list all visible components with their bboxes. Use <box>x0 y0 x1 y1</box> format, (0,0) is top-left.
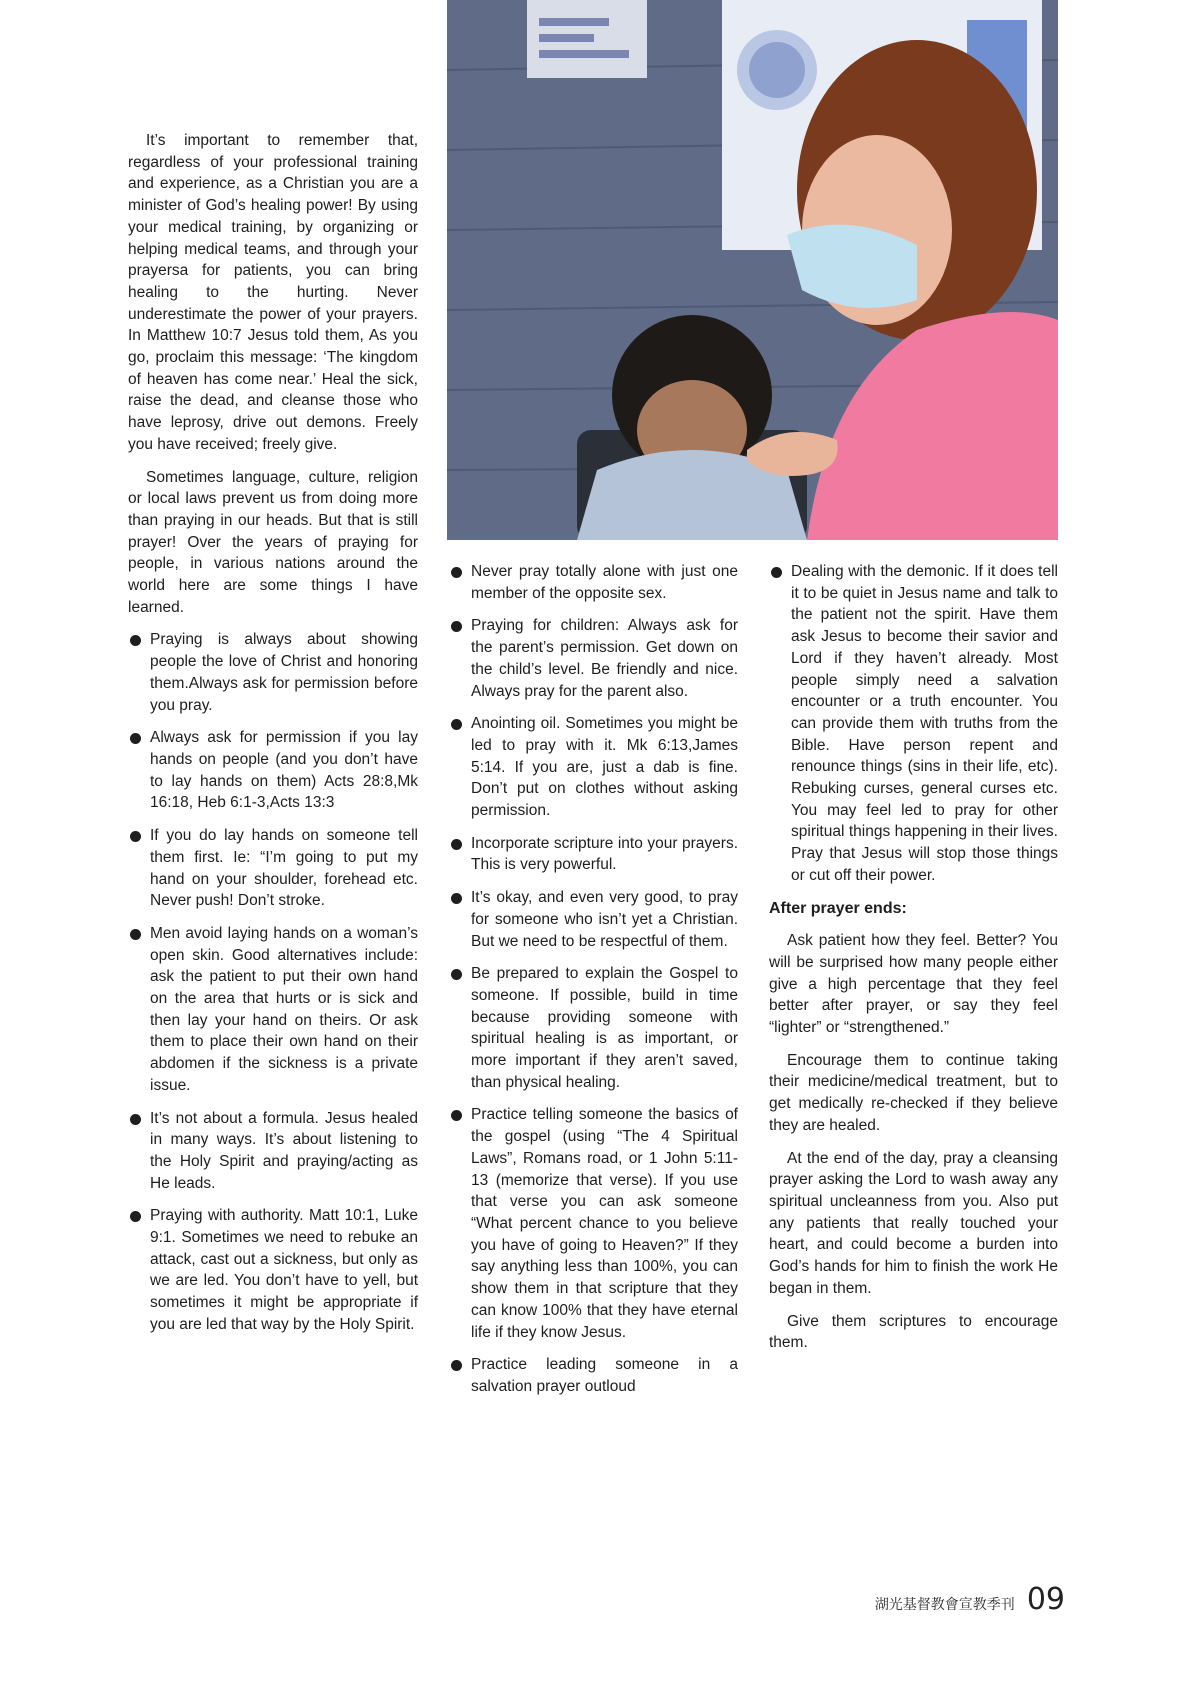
language-paragraph: Sometimes language, culture, religion or local laws prevent us from doing more than praying in our heads. But that is still prayer! Over the years of praying for people, in various nations around the world here are some things I have learned. <box>128 468 418 616</box>
page-number: 09 <box>1026 1582 1065 1617</box>
body-paragraph: Ask patient how they feel. Better? You will be surprised how many people either give a high percentage that they feel better after prayer, or say they feel “lighter” or “strengthened.” <box>769 932 1058 1037</box>
prayer-photo <box>447 0 1058 540</box>
list-item: It’s not about a formula. Jesus healed in many ways. It’s about listening to the Holy Spirit and praying/acting as He leads. <box>128 1108 418 1195</box>
list-item: Praying for children: Always ask for the parent’s permission. Get down on the child’s level. Be friendly and nice. Always pray for the parent also. <box>449 615 738 702</box>
list-item: Anointing oil. Sometimes you might be led to pray with it. Mk 6:13,James 5:14. If you are, just a dab is fine. Don’t put on clothes without asking permission. <box>449 713 738 822</box>
list-item: Praying with authority. Matt 10:1, Luke 9:1. Sometimes we need to rebuke an attack, cast out a sickness, but only as we are led. You don’t have to yell, but sometimes it might be appropriate if you are led that way by the Holy Spirit. <box>128 1205 418 1335</box>
section-heading: After prayer ends: <box>769 899 907 917</box>
list-item: Always ask for permission if you lay hands on people (and you don’t have to lay hands on them) Acts 28:8,Mk 16:18, Heb 6:1-3,Acts 13:3 <box>128 727 418 814</box>
intro-paragraph: It’s important to remember that, regardless of your professional training and experience, as a Christian you are a minister of God’s healing power! By using your medical training, by organizing or helping medical teams, and through your prayersa for patients, you can bring healing to the hurting. Never underestimate the power of your prayers. In Matthew 10:7 Jesus told them, As you go, proclaim this message: ‘The kingdom of heaven has come near.’ Heal the sick, raise the dead, and cleanse those who have leprosy, drive out demons. Freely you have received; freely give. <box>128 132 418 453</box>
body-paragraph: At the end of the day, pray a cleansing prayer asking the Lord to wash away any spiritual uncleanness from you. Also put any patients that really touched your heart, and could become a burden into God’s hands for him to finish the work He began in them. <box>769 1149 1058 1297</box>
list-item: Never pray totally alone with just one member of the opposite sex. <box>449 561 738 604</box>
list-item: Practice telling someone the basics of the gospel (using “The 4 Spiritual Laws”, Romans road, or 1 John 5:11-13 (memorize that verse). If you use that verse you can ask someone “What percent chance to you believe you have of going to Heaven?” If they say anything less than 100%, you can show them in that scripture that they can know 100% that they have eternal life if they know Jesus. <box>449 1104 738 1343</box>
right-column <box>769 561 1058 1365</box>
list-item: Dealing with the demonic. If it does tell it to be quiet in Jesus name and talk to the patient not the spirit. Have them ask Jesus to become their savior and Lord if they haven’t already. Most people simply need a salvation encounter or a truth encounter. You can provide them with truths from the Bible. Have person repent and renounce things (sins in their life, etc). Rebuking curses, general curses etc. You may feel led to pray for other spiritual things happening in their lives. Pray that Jesus will stop those things or cut off their power. <box>769 561 1058 887</box>
page-footer <box>875 1582 1065 1622</box>
body-paragraph: Encourage them to continue taking their medicine/medical treatment, but to get medically re-checked if they believe they are healed. <box>769 1051 1058 1134</box>
list-item: If you do lay hands on someone tell them first. Ie: “I’m going to put my hand on your shoulder, forehead etc. Never push! Don’t stroke. <box>128 825 418 912</box>
list-item: Praying is always about showing people the love of Christ and honoring them.Always ask for permission before you pray. <box>128 629 418 716</box>
left-bullet-list <box>128 629 418 1335</box>
list-item: Incorporate scripture into your prayers. This is very powerful. <box>449 833 738 876</box>
publication-name: 湖光基督教會宣教季刊 <box>874 1597 1015 1613</box>
middle-column <box>449 561 738 1409</box>
list-item: Be prepared to explain the Gospel to someone. If possible, build in time because providing someone with spiritual healing is as important, or more important if they aren’t saved, than physical healing. <box>449 963 738 1093</box>
right-bullet-list <box>769 561 1058 887</box>
list-item: Practice leading someone in a salvation prayer outloud <box>449 1354 738 1397</box>
list-item: It’s okay, and even very good, to pray for someone who isn’t yet a Christian. But we need to be respectful of them. <box>449 887 738 952</box>
left-column <box>128 130 418 1347</box>
list-item: Men avoid laying hands on a woman’s open skin. Good alternatives include: ask the patient to put their own hand on the area that hurts or is sick and then lay your hand on theirs. Or ask them to place their own hand on their abdomen if the sickness is a private issue. <box>128 923 418 1097</box>
body-paragraph: Give them scriptures to encourage them. <box>769 1312 1058 1352</box>
middle-bullet-list <box>449 561 738 1398</box>
